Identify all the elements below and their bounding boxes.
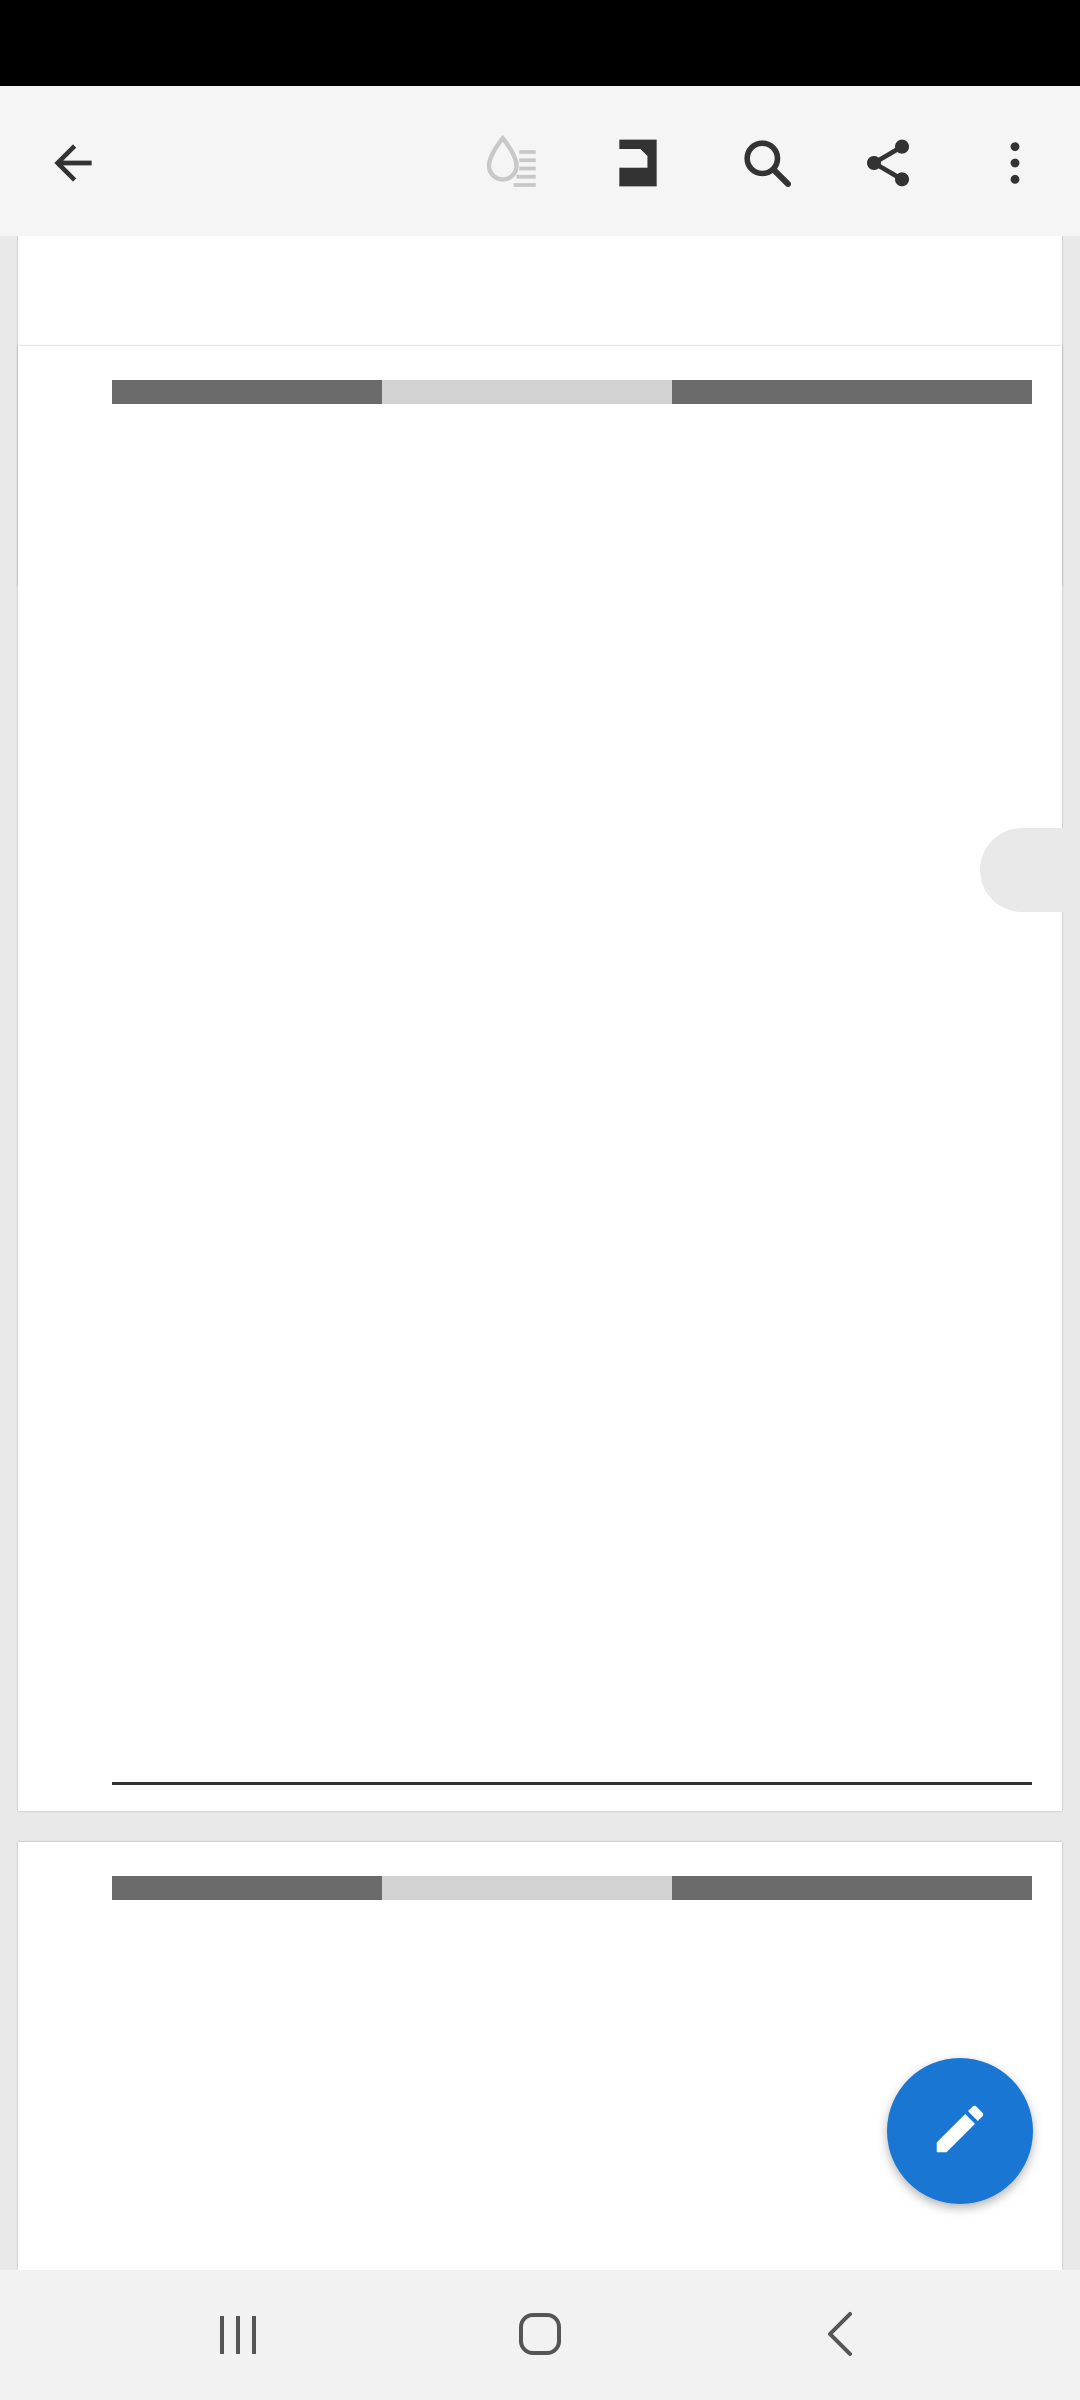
- page-indicator: [980, 828, 1080, 912]
- night-mode-icon[interactable]: [474, 126, 548, 200]
- share-icon[interactable]: [851, 126, 925, 200]
- edit-pencil-icon: [929, 2098, 991, 2165]
- paper-name: [672, 1876, 1032, 1900]
- search-icon[interactable]: [730, 126, 804, 200]
- pdf-page: [18, 346, 1062, 1811]
- back-icon[interactable]: [812, 2304, 872, 2364]
- home-icon[interactable]: [510, 2304, 570, 2364]
- recent-apps-icon[interactable]: [208, 2308, 268, 2362]
- status-bar: [0, 0, 1080, 86]
- viewer-toolbar: [0, 86, 1080, 236]
- document-viewer[interactable]: [0, 236, 1080, 2270]
- more-vert-icon[interactable]: [978, 126, 1052, 200]
- section-rule: [112, 1782, 1032, 1785]
- edition-number: [382, 1876, 672, 1900]
- page-header: [112, 1876, 1032, 1900]
- bookmark-page-icon[interactable]: [601, 126, 675, 200]
- back-arrow-icon[interactable]: [36, 126, 110, 200]
- paper-name: [672, 380, 1032, 404]
- page-header: [112, 380, 1032, 404]
- pdf-page: [18, 1842, 1062, 2270]
- edition-number: [382, 380, 672, 404]
- edit-fab-button[interactable]: [887, 2058, 1033, 2204]
- system-nav-bar: [0, 2270, 1080, 2400]
